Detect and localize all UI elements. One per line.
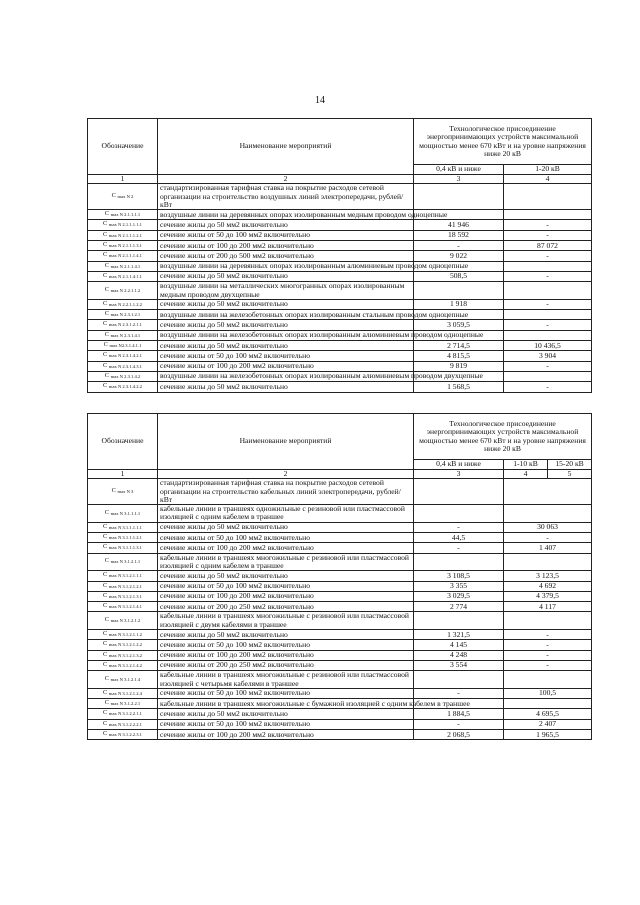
designation-subscript: max N 2.1.1.1.3.1 — [108, 243, 142, 249]
measure-description: сечение жилы до 50 мм2 включительно — [158, 320, 414, 330]
rate-value-high-voltage — [504, 184, 592, 210]
rate-value-0-4kv: 9 022 — [414, 251, 504, 261]
designation-subscript: max N 2.3.1.4.2.2 — [108, 384, 142, 390]
designation-symbol: С — [103, 271, 108, 279]
measure-description: сечение жилы от 100 до 200 мм2 включительно — [158, 650, 414, 660]
measure-description: сечение жилы от 50 до 100 мм2 включительно — [158, 688, 414, 698]
tariff-table-cable-lines — [87, 413, 592, 740]
measure-description: сечение жилы от 200 до 250 мм2 включительно — [158, 602, 414, 612]
designation-symbol: С — [104, 557, 110, 565]
rate-value-high-voltage: - — [504, 650, 592, 660]
rate-value-high-voltage: 3 904 — [504, 351, 592, 361]
designation-code — [88, 505, 158, 523]
header-voltage-1-10: 1-10 кВ — [504, 460, 548, 470]
measure-description: сечение жилы до 50 мм2 включительно — [158, 630, 414, 640]
designation-code — [88, 371, 158, 381]
rate-value-high-voltage: 4 117 — [504, 602, 592, 612]
designation-code — [88, 630, 158, 640]
rate-value-0-4kv — [414, 184, 504, 210]
rate-value-0-4kv: 3 029,5 — [414, 591, 504, 601]
designation-subscript: max N 2.1.1.4.1 — [110, 263, 141, 269]
table-row — [88, 251, 592, 261]
designation-subscript: max N 2.3.1.2.1.1 — [108, 322, 142, 328]
measure-description: сечение жилы от 100 до 200 мм2 включительно — [158, 361, 414, 371]
designation-code — [88, 543, 158, 553]
designation-symbol: С — [104, 330, 110, 338]
rate-value-high-voltage: - — [504, 382, 592, 392]
rate-value-0-4kv: 41 946 — [414, 220, 504, 230]
rate-value-0-4kv: 4 145 — [414, 640, 504, 650]
designation-subscript: max N 3.1.2.1.1 — [110, 559, 141, 565]
measure-description: сечение жилы от 50 до 100 мм2 включительно — [158, 533, 414, 543]
designation-symbol: С — [104, 285, 110, 293]
designation-subscript: max N 3.1.1.1.1.1 — [108, 524, 142, 530]
designation-code — [88, 571, 158, 581]
designation-code — [88, 719, 158, 729]
designation-symbol: С — [104, 674, 110, 682]
header-designation: Обозначение — [88, 414, 158, 470]
designation-symbol: С — [103, 730, 108, 738]
rate-value-high-voltage: - — [504, 320, 592, 330]
header-voltage-0-4: 0,4 кВ и ниже — [414, 165, 504, 175]
designation-code — [88, 660, 158, 670]
designation-subscript: max N 3.1.1.1.2.1 — [108, 535, 142, 541]
designation-subscript: max N 2.3.1.4.1 — [110, 332, 141, 338]
measure-description: воздушные линии на деревянных опорах изолированным алюминиевым проводом одноцепные — [158, 261, 414, 271]
designation-code — [88, 282, 158, 300]
designation-subscript: max N 3.1.2.1.1.2 — [108, 632, 142, 638]
measure-description: сечение жилы от 50 до 100 мм2 включительно — [158, 351, 414, 361]
designation-code — [88, 709, 158, 719]
tariff-table-overhead-lines — [87, 118, 592, 393]
measure-description: сечение жилы до 50 мм2 включительно — [158, 522, 414, 532]
designation-symbol: С — [103, 719, 108, 727]
table-row — [88, 361, 592, 371]
designation-code — [88, 184, 158, 210]
rate-value-0-4kv: 2 714,5 — [414, 341, 504, 351]
measure-description: сечение жилы от 50 до 100 мм2 включительно — [158, 719, 414, 729]
rate-value-high-voltage: 2 407 — [504, 719, 592, 729]
measure-description: воздушные линии на металлических многогранных опорах изолированным медным проводом двухцепные — [158, 282, 414, 300]
measure-description: стандартизированная тарифная ставка на покрытие расходов сетевой организации на строительство воздушных линий электропередачи, рублей/кВт — [158, 184, 414, 210]
table-row — [88, 671, 592, 689]
designation-symbol: С — [103, 341, 108, 349]
rate-value-high-voltage — [504, 553, 592, 571]
designation-code — [88, 553, 158, 571]
table-row — [88, 230, 592, 240]
designation-subscript: max N 2.1.1.4.1.1 — [108, 273, 142, 279]
rate-value-0-4kv: - — [414, 688, 504, 698]
designation-symbol: С — [103, 299, 108, 307]
designation-subscript: max N 3.1.1.1.1 — [110, 510, 141, 516]
rate-value-high-voltage — [504, 330, 592, 340]
designation-subscript: max N 3.1.2.2.1.1 — [108, 711, 142, 717]
designation-code — [88, 382, 158, 392]
table-row — [88, 522, 592, 532]
designation-code — [88, 351, 158, 361]
designation-subscript: max N 2 — [117, 194, 134, 200]
designation-symbol: С — [103, 660, 108, 668]
rate-value-high-voltage: 1 407 — [504, 543, 592, 553]
table-row — [88, 220, 592, 230]
designation-symbol: С — [103, 361, 108, 369]
measure-description: сечение жилы до 50 мм2 включительно — [158, 709, 414, 719]
designation-code — [88, 341, 158, 351]
table-row — [88, 184, 592, 210]
rate-value-high-voltage: - — [504, 361, 592, 371]
rate-value-high-voltage: - — [504, 271, 592, 281]
designation-symbol: С — [103, 522, 108, 530]
designation-subscript: max N 2.3.1.4.3.1 — [108, 363, 142, 369]
table-row — [88, 382, 592, 392]
measure-description: сечение жилы от 100 до 200 мм2 включительно — [158, 543, 414, 553]
rate-value-0-4kv: 3 108,5 — [414, 571, 504, 581]
rate-value-high-voltage: - — [504, 660, 592, 670]
table-row — [88, 210, 592, 220]
designation-code — [88, 591, 158, 601]
table-row — [88, 330, 592, 340]
designation-symbol: С — [104, 261, 110, 269]
measure-description: воздушные линии на железобетонных опорах изолированным алюминиевым проводом двухцепные — [158, 371, 414, 381]
rate-value-high-voltage: 100,5 — [504, 688, 592, 698]
measure-description: сечение жилы до 50 мм2 включительно — [158, 271, 414, 281]
column-number: 1 — [88, 470, 158, 479]
column-number: 3 — [414, 175, 504, 184]
designation-symbol: С — [103, 543, 108, 551]
designation-symbol: С — [103, 220, 108, 228]
rate-value-high-voltage — [504, 282, 592, 300]
measure-description: сечение жилы от 50 до 100 мм2 включительно — [158, 230, 414, 240]
rate-value-high-voltage — [504, 612, 592, 630]
designation-symbol: С — [103, 630, 108, 638]
rate-value-high-voltage: - — [504, 533, 592, 543]
designation-code — [88, 320, 158, 330]
rate-value-0-4kv: 4 248 — [414, 650, 504, 660]
column-number: 2 — [158, 175, 414, 184]
header-tech-connection: Технологическое присоединение энергопринимающих устройств максимальной мощностью менее 670 кВт и на уровне напряжения ниже 20 кВ — [414, 414, 592, 460]
designation-symbol: С — [103, 591, 108, 599]
measure-description: сечение жилы от 200 до 250 мм2 включительно — [158, 660, 414, 670]
rate-value-high-voltage — [504, 371, 592, 381]
rate-value-0-4kv — [414, 479, 504, 505]
designation-code — [88, 230, 158, 240]
rate-value-0-4kv: 2 774 — [414, 602, 504, 612]
designation-subscript: max N 3.1.2.1.4 — [110, 676, 141, 682]
rate-value-high-voltage: 4 692 — [504, 581, 592, 591]
designation-symbol: С — [103, 581, 108, 589]
designation-symbol: С — [103, 320, 108, 328]
designation-symbol: С — [103, 533, 108, 541]
designation-subscript: max N 2.2.1.1.2 — [110, 287, 141, 293]
rate-value-high-voltage: 1 965,5 — [504, 730, 592, 740]
designation-subscript: max N 3.1.2.2.1 — [110, 701, 141, 707]
designation-symbol: С — [103, 650, 108, 658]
designation-subscript: max N 3.1.2.2.2.1 — [108, 721, 142, 727]
measure-description: воздушные линии на железобетонных опорах изолированным алюминиевым проводом одноцепные — [158, 330, 414, 340]
designation-symbol: С — [103, 688, 108, 696]
rate-value-0-4kv — [414, 282, 504, 300]
rate-value-0-4kv: 1 568,5 — [414, 382, 504, 392]
rate-value-0-4kv — [414, 671, 504, 689]
designation-code — [88, 210, 158, 220]
designation-symbol: С — [104, 616, 110, 624]
designation-symbol: С — [103, 602, 108, 610]
header-designation: Обозначение — [88, 119, 158, 175]
designation-symbol: С — [104, 508, 110, 516]
designation-subscript: max N 3.1.2.1.2.1 — [108, 583, 142, 589]
table-row — [88, 688, 592, 698]
column-number: 1 — [88, 175, 158, 184]
designation-subscript: max N 2.1.1.1.1 — [110, 212, 141, 218]
designation-subscript: max N 2.1.1.1.2.1 — [108, 232, 142, 238]
rate-value-0-4kv: 1 321,5 — [414, 630, 504, 640]
measure-description: сечение жилы от 100 до 200 мм2 включительно — [158, 730, 414, 740]
rate-value-high-voltage: - — [504, 299, 592, 309]
measure-description: сечение жилы до 50 мм2 включительно — [158, 341, 414, 351]
table-row — [88, 660, 592, 670]
table-row — [88, 591, 592, 601]
rate-value-high-voltage: - — [504, 630, 592, 640]
measure-description: кабельные линии в траншеях многожильные с резиновой или пластмассовой изоляцией с четырьмя кабелями в траншее — [158, 671, 414, 689]
designation-symbol: С — [104, 699, 110, 707]
table-row — [88, 310, 592, 320]
column-number: 3 — [414, 470, 504, 479]
designation-code — [88, 688, 158, 698]
rate-value-0-4kv: 18 592 — [414, 230, 504, 240]
table-row — [88, 630, 592, 640]
designation-code — [88, 251, 158, 261]
table-row — [88, 581, 592, 591]
rate-value-high-voltage — [504, 210, 592, 220]
rate-value-high-voltage: 30 063 — [504, 522, 592, 532]
rate-value-0-4kv: 3 059,5 — [414, 320, 504, 330]
designation-subscript: max N 2.3.1.4.2 — [110, 373, 141, 379]
rate-value-0-4kv: 3 554 — [414, 660, 504, 670]
designation-code — [88, 581, 158, 591]
table-row — [88, 709, 592, 719]
table-row — [88, 719, 592, 729]
table-row — [88, 341, 592, 351]
table-row — [88, 371, 592, 381]
measure-description: воздушные линии на железобетонных опорах изолированным стальным проводом одноцепные — [158, 310, 414, 320]
designation-code — [88, 271, 158, 281]
table-row — [88, 261, 592, 271]
table-row — [88, 553, 592, 571]
rate-value-high-voltage — [504, 479, 592, 505]
designation-symbol: С — [103, 241, 108, 249]
designation-code — [88, 522, 158, 532]
table-row — [88, 479, 592, 505]
rate-value-0-4kv: 44,5 — [414, 533, 504, 543]
rate-value-0-4kv — [414, 612, 504, 630]
designation-subscript: max N 2.1.1.1.4.1 — [108, 253, 142, 259]
rate-value-0-4kv: 2 068,5 — [414, 730, 504, 740]
designation-code — [88, 310, 158, 320]
measure-description: сечение жилы от 100 до 200 мм2 включительно — [158, 241, 414, 251]
designation-code — [88, 671, 158, 689]
rate-value-high-voltage: 3 123,5 — [504, 571, 592, 581]
table-row — [88, 351, 592, 361]
rate-value-0-4kv: - — [414, 543, 504, 553]
column-number: 4 — [504, 175, 592, 184]
designation-symbol: С — [103, 382, 108, 390]
rate-value-0-4kv: - — [414, 719, 504, 729]
rate-value-high-voltage — [504, 699, 592, 709]
measure-description: стандартизированная тарифная ставка на покрытие расходов сетевой организации на строительство кабельных линий электропередачи, рублей/кВт — [158, 479, 414, 505]
header-voltage-0-4: 0,4 кВ и ниже — [414, 460, 504, 470]
table-row — [88, 505, 592, 523]
designation-code — [88, 479, 158, 505]
designation-subscript: max N 3.1.1.1.3.1 — [108, 545, 142, 551]
designation-subscript: max N 2.3.1.2.1 — [110, 312, 141, 318]
table-row — [88, 533, 592, 543]
designation-symbol: С — [104, 210, 110, 218]
designation-subscript: max N 3.1.2.1.2.2 — [108, 642, 142, 648]
designation-symbol: С — [111, 487, 116, 495]
designation-symbol: С — [103, 709, 108, 717]
designation-symbol: С — [104, 310, 110, 318]
rate-value-high-voltage — [504, 505, 592, 523]
table-row — [88, 650, 592, 660]
designation-subscript: max N 2.1.1.1.1.1 — [108, 222, 142, 228]
rate-value-0-4kv: 4 815,5 — [414, 351, 504, 361]
rate-value-0-4kv: - — [414, 522, 504, 532]
header-voltage-1-20: 1-20 кВ — [504, 165, 592, 175]
designation-code — [88, 533, 158, 543]
rate-value-0-4kv: 1 918 — [414, 299, 504, 309]
rate-value-high-voltage — [504, 671, 592, 689]
designation-code — [88, 220, 158, 230]
designation-symbol: С — [104, 371, 110, 379]
table-row — [88, 640, 592, 650]
designation-subscript: max N2.3.1.4.1.1 — [109, 343, 142, 349]
column-number: 2 — [158, 470, 414, 479]
header-measures: Наименование мероприятий — [158, 414, 414, 470]
rate-value-0-4kv: 508,5 — [414, 271, 504, 281]
designation-code — [88, 640, 158, 650]
rate-value-0-4kv: 9 819 — [414, 361, 504, 371]
measure-description: сечение жилы от 50 до 100 мм2 включительно — [158, 581, 414, 591]
rate-value-high-voltage: 87 072 — [504, 241, 592, 251]
measure-description: сечение жилы от 200 до 500 мм2 включительно — [158, 251, 414, 261]
measure-description: сечение жилы до 50 мм2 включительно — [158, 571, 414, 581]
measure-description: воздушные линии на деревянных опорах изолированным медным проводом одноцепные — [158, 210, 414, 220]
rate-value-0-4kv — [414, 505, 504, 523]
designation-symbol: С — [111, 192, 116, 200]
table-row — [88, 699, 592, 709]
rate-value-high-voltage — [504, 261, 592, 271]
rate-value-high-voltage — [504, 310, 592, 320]
measure-description: сечение жилы от 100 до 200 мм2 включительно — [158, 591, 414, 601]
table-row — [88, 320, 592, 330]
designation-subscript: max N 3.1.2.1.2.4 — [108, 690, 142, 696]
designation-symbol: С — [103, 351, 108, 359]
table-row — [88, 282, 592, 300]
rate-value-high-voltage: 4 695,5 — [504, 709, 592, 719]
designation-subscript: max N 3.1.2.1.4.1 — [108, 604, 142, 610]
table-row — [88, 543, 592, 553]
header-tech-connection: Технологическое присоединение энергопринимающих устройств максимальной мощностью менее 670 кВт и на уровне напряжения ниже 20 кВ — [414, 119, 592, 165]
measure-description: кабельные линии в траншеях многожильные с резиновой или пластмассовой изоляцией с двумя кабелями в траншее — [158, 612, 414, 630]
designation-code — [88, 361, 158, 371]
designation-subscript: max N 2.2.1.1.2.2 — [108, 301, 142, 307]
designation-subscript: max N 3.1.2.1.3.1 — [108, 593, 142, 599]
designation-subscript: max N 3 — [117, 489, 134, 495]
rate-value-high-voltage: - — [504, 640, 592, 650]
rate-value-0-4kv: 3 355 — [414, 581, 504, 591]
table-row — [88, 299, 592, 309]
measure-description: сечение жилы до 50 мм2 включительно — [158, 299, 414, 309]
designation-symbol: С — [103, 571, 108, 579]
rate-value-0-4kv: - — [414, 241, 504, 251]
table-row — [88, 730, 592, 740]
header-measures: Наименование мероприятий — [158, 119, 414, 175]
designation-code — [88, 241, 158, 251]
designation-symbol: С — [103, 251, 108, 259]
page-number: 14 — [315, 95, 325, 106]
measure-description: кабельные линии в траншеях многожильные с резиновой или пластмассовой изоляцией с одним кабелем в траншее — [158, 553, 414, 571]
rate-value-0-4kv — [414, 553, 504, 571]
designation-subscript: max N 3.1.2.2.3.1 — [108, 732, 142, 738]
measure-description: сечение жилы до 50 мм2 включительно — [158, 382, 414, 392]
rate-value-high-voltage: 4 379,5 — [504, 591, 592, 601]
measure-description: сечение жилы до 50 мм2 включительно — [158, 220, 414, 230]
designation-subscript: max N 2.3.1.4.2.1 — [108, 353, 142, 359]
designation-subscript: max N 3.1.2.1.1.1 — [108, 573, 142, 579]
measure-description: кабельные линии в траншеях многожильные с бумажной изоляцией с одним кабелем в траншее — [158, 699, 414, 709]
designation-symbol: С — [103, 230, 108, 238]
column-number: 4 — [504, 470, 548, 479]
table-row — [88, 571, 592, 581]
designation-subscript: max N 3.1.2.1.4.2 — [108, 662, 142, 668]
designation-code — [88, 299, 158, 309]
designation-code — [88, 699, 158, 709]
designation-code — [88, 330, 158, 340]
table-row — [88, 241, 592, 251]
rate-value-high-voltage: - — [504, 251, 592, 261]
table-row — [88, 612, 592, 630]
column-number: 5 — [548, 470, 592, 479]
rate-value-high-voltage: 10 436,5 — [504, 341, 592, 351]
rate-value-high-voltage: - — [504, 230, 592, 240]
rate-value-high-voltage: - — [504, 220, 592, 230]
designation-code — [88, 261, 158, 271]
table-row — [88, 271, 592, 281]
measure-description: кабельные линии в траншеях одножильные с резиновой или пластмассовой изоляцией с одним кабелем в траншее — [158, 505, 414, 523]
designation-code — [88, 612, 158, 630]
designation-code — [88, 650, 158, 660]
designation-code — [88, 730, 158, 740]
designation-symbol: С — [103, 640, 108, 648]
measure-description: сечение жилы от 50 до 100 мм2 включительно — [158, 640, 414, 650]
table-row — [88, 602, 592, 612]
designation-subscript: max N 3.1.2.1.3.2 — [108, 652, 142, 658]
designation-code — [88, 602, 158, 612]
header-voltage-15-20: 15-20 кВ — [548, 460, 592, 470]
rate-value-0-4kv: 1 884,5 — [414, 709, 504, 719]
designation-subscript: max N 3.1.2.1.2 — [110, 618, 141, 624]
